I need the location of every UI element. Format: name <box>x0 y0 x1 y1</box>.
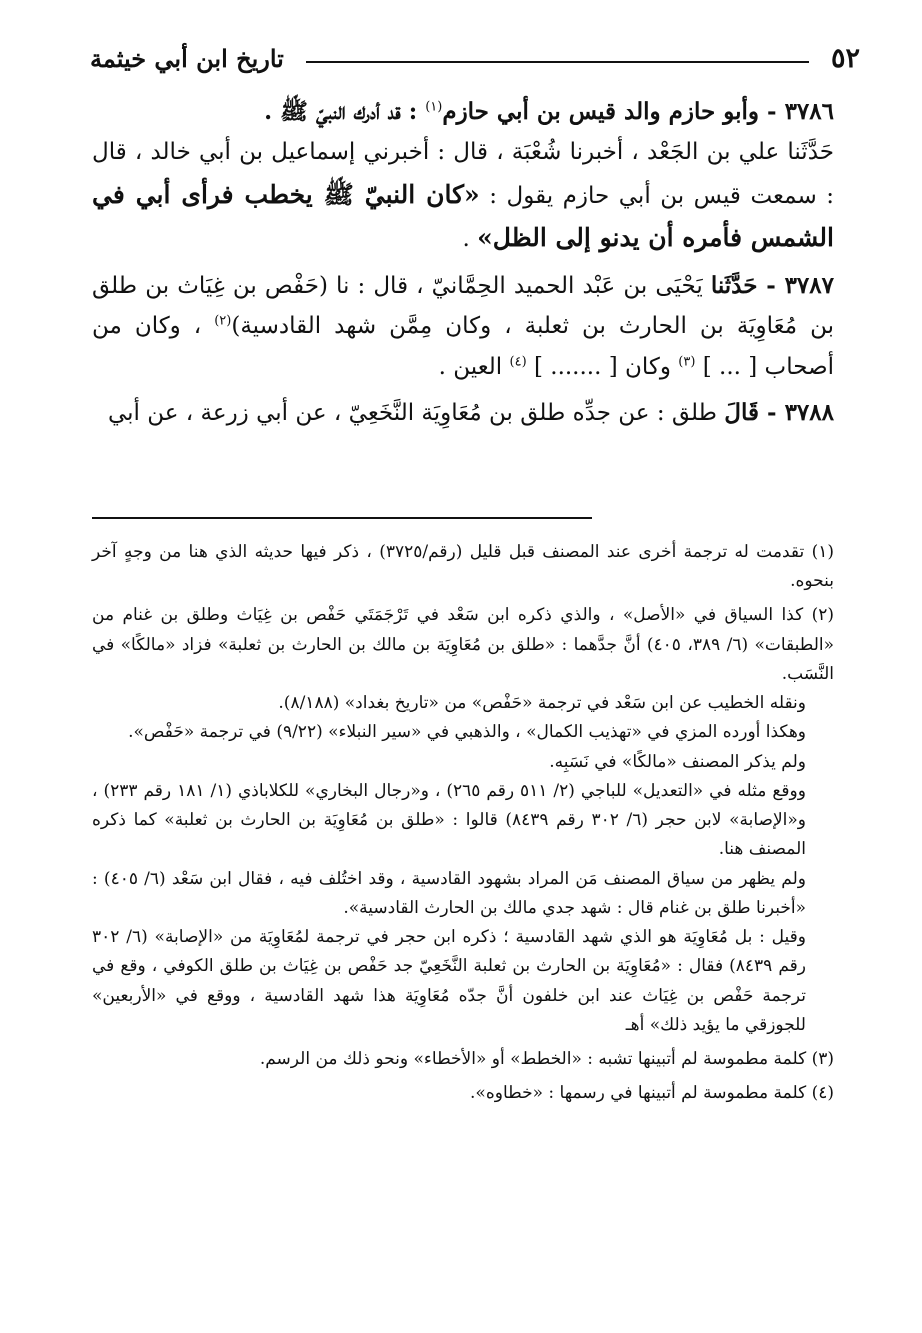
footnote-ref[interactable]: (١) <box>425 99 443 115</box>
hadith-quote: «كان النبيّ ﷺ يخطب فرأى أبي في الشمس فأمره أن يدنو إلى الظل» <box>92 179 834 253</box>
footnote-ref[interactable]: (٢) <box>214 313 232 329</box>
entry-3787 <box>92 266 834 387</box>
footnote-paragraph: ولم يذكر المصنف «مالكًا» في نَسَبِه. <box>549 751 806 772</box>
header-rule <box>306 61 809 63</box>
entry-heading-tail: : قد أدرك النبيّ ﷺ . <box>264 98 426 125</box>
entry-end: . <box>462 226 478 253</box>
footnote-text: (٣) كلمة مطموسة لم أتبينها تشبه : «الخطط» أو «الأخطاء» ونحو ذلك من الرسم. <box>259 1048 834 1069</box>
footnote-1 <box>92 538 834 596</box>
entry-3788 <box>92 393 834 433</box>
entry-lead: - قَالَ <box>724 398 785 426</box>
footnote-paragraph: ولم يظهر من سياق المصنف مَن المراد بشهود القادسية ، وقد اختُلف فيه ، فقال ابن سَعْد (٦/ ٤٠٥) : «أخبرنا طلق بن غنام قال : شهد جدي مالك بن الحارث القادسية». <box>92 868 806 918</box>
footnote-ref[interactable]: (٤) <box>509 353 527 369</box>
footnote-text: (١) تقدمت له ترجمة أخرى عند المصنف قبل قليل (رقم/٣٧٢٥) ، ذكر فيها حديثه الذي هنا من وجهٍ آخر بنحوه. <box>92 542 834 592</box>
footnotes <box>92 538 834 1113</box>
entry-end: العين . <box>438 353 510 380</box>
footnote-paragraph: وقيل : بل مُعَاوِيَة هو الذي شهد القادسية ؛ ذكره ابن حجر في ترجمة لمُعَاوِيَة من «الإصابة» (٦/ ٣٠٢ رقم ٨٤٣٩) فقال : «مُعَاوِيَة بن الحارث بن ثعلبة النَّخَعِيّ جد حَفْص بن غِيَاث بن طلق الكوفي ، وقع في ترجمة حَفْص بن غِيَاث عند ابن خلفون أنَّ جدّه مُعَاوِيَة هذا شهد القادسية ، ووقع في «الأربعين» للجوزقي ما يؤيد ذلك» أهـ <box>92 927 806 1035</box>
footnote-text: (٤) كلمة مطموسة لم أتبينها في رسمها : «خطاوه». <box>470 1083 834 1104</box>
footnote-3 <box>92 1045 834 1074</box>
entry-number: ٣٧٨٦ <box>784 98 834 125</box>
footnote-rule <box>92 517 592 519</box>
book-title: تاريخ ابن أبي خيثمة <box>90 43 284 73</box>
entry-heading: - وأبو حازم والد قيس بن أبي حازم <box>442 98 785 125</box>
entry-number: ٣٧٨٨ <box>784 398 834 426</box>
entry-mid: ، وكان من أصحاب [ ... ] <box>92 313 834 380</box>
page-header <box>90 34 860 82</box>
entry-3786 <box>92 92 834 260</box>
entry-mid2: وكان [ ....... ] <box>526 353 679 380</box>
entry-body: طلق : عن جدِّه طلق بن مُعَاوِيَة النَّخَعِيّ ، عن أبي زرعة ، عن أبي <box>107 399 725 426</box>
footnote-ref[interactable]: (٣) <box>678 353 696 369</box>
footnote-4 <box>92 1079 834 1108</box>
entry-number: ٣٧٨٧ <box>784 272 834 299</box>
entry-lead: - حَدَّثَنا <box>710 272 785 299</box>
footnote-2 <box>92 601 834 1040</box>
entry-body: حَدَّثَنا علي بن الجَعْد ، أخبرنا شُعْبَة ، قال : أخبرني إسماعيل بن أبي خالد ، قال : سمعت قيس بن أبي حازم يقول : <box>92 139 834 209</box>
footnote-paragraph: ونقله الخطيب عن ابن سَعْد في ترجمة «حَفْص» من «تاريخ بغداد» (٨/١٨٨). <box>278 693 806 714</box>
main-text <box>92 92 834 439</box>
footnote-text: (٢) كذا السياق في «الأصل» ، والذي ذكره ابن سَعْد في تَرْجَمَتَي حَفْص بن غِيَاث وطلق بن غنام من «الطبقات» (٦/ ٣٨٩، ٤٠٥) أنَّ جدَّهما : «طلق بن مُعَاوِيَة بن مالك بن الحارث بن ثعلبة» فزاد «مالكًا» في النَّسَب. <box>92 605 835 684</box>
footnote-paragraph: ووقع مثله في «التعديل» للباجي (٢/ ٥١١ رقم ٢٦٥) ، و«رجال البخاري» للكلاباذي (١/ ١٨١ رقم ٢٣٣) ، و«الإصابة» لابن حجر (٦/ ٣٠٢ رقم ٨٤٣٩) قالوا : «طلق بن مُعَاوِيَة بن الحارث بن ثعلبة» كما ذكره المصنف هنا. <box>92 780 806 860</box>
page-number: ٥٢ <box>830 42 860 74</box>
footnote-paragraph: وهكذا أورده المزي في «تهذيب الكمال» ، والذهبي في «سير النبلاء» (٩/٢٢) في ترجمة «حَفْص». <box>128 722 806 743</box>
entry-body: يَحْيَى بن عَبْد الحميد الحِمَّانيّ ، قال : نا (حَفْص بن غِيَاث بن طلق بن مُعَاوِيَة بن الحارث بن ثعلبة ، وكان مِمَّن شهد القادسية) <box>92 273 835 340</box>
